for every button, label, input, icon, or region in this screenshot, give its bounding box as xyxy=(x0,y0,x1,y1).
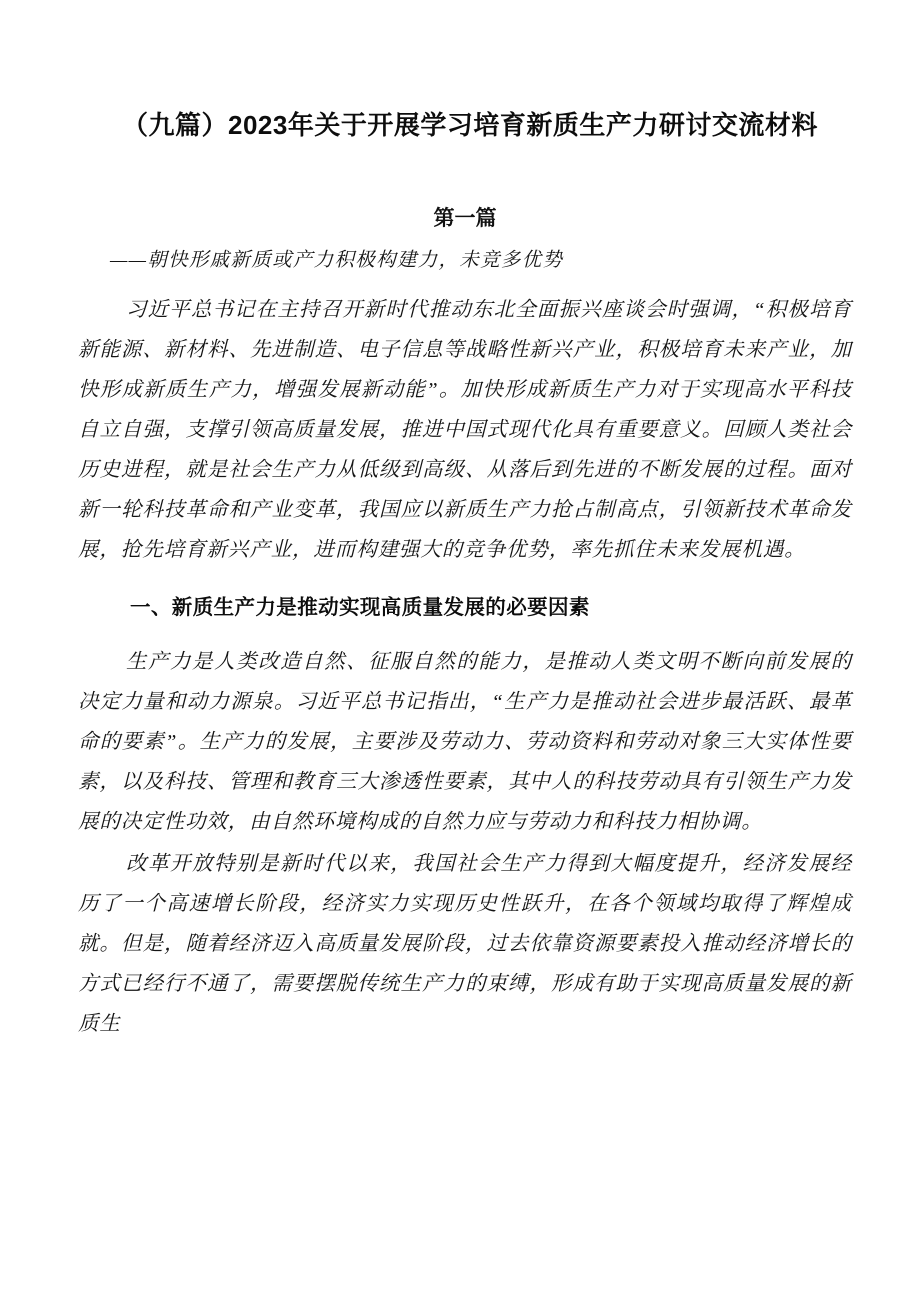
section-one-paragraph-1: 生产力是人类改造自然、征服自然的能力，是推动人类文明不断向前发展的决定力量和动力源泉。习近平总书记指出，“生产力是推动社会进步最活跃、最革命的要素”。生产力的发展，主要涉及劳动力、劳动资料和劳动对象三大实体性要素，以及科技、管理和教育三大渗透性要素，其中人的科技劳动具有引领生产力发展的决定性功效，由自然环境构成的自然力应与劳动力和科技力相协调。 xyxy=(78,651,852,833)
part-label: 第一篇 xyxy=(433,207,497,230)
document-subtitle: ——朝快形戚新质或产力积极构建力，未竞多优势 xyxy=(110,250,564,271)
document-content-column xyxy=(78,0,852,1044)
intro-paragraph: 习近平总书记在主持召开新时代推动东北全面振兴座谈会时强调，“积极培育新能源、新材料、先进制造、电子信息等战略性新兴产业，积极培育未来产业，加快形成新质生产力，增强发展新动能”。加快形成新质生产力对于实现高水平科技自立自强，支撑引领高质量发展，推进中国式现代化具有重要意义。回顾人类社会历史进程，就是社会生产力从低级到高级、从落后到先进的不断发展的过程。面对新一轮科技革命和产业变革，我国应以新质生产力抢占制高点，引领新技术革命发展，抢先培育新兴产业，进而构建强大的竞争优势，率先抓住未来发展机遇。 xyxy=(78,299,852,561)
page-title: （九篇）2023年关于开展学习培育新质生产力研讨交流材料 xyxy=(122,110,818,140)
section-heading-one: 一、新质生产力是推动实现高质量发展的必要因素 xyxy=(130,596,590,619)
section-one-paragraph-2: 改革开放特别是新时代以来，我国社会生产力得到大幅度提升，经济发展经历了一个高速增长阶段，经济实力实现历史性跃升，在各个领域均取得了辉煌成就。但是，随着经济迈入高质量发展阶段，过去依靠资源要素投入推动经济增长的方式已经行不通了，需要摆脱传统生产力的束缚，形成有助于实现高质量发展的新质生 xyxy=(78,853,852,1035)
